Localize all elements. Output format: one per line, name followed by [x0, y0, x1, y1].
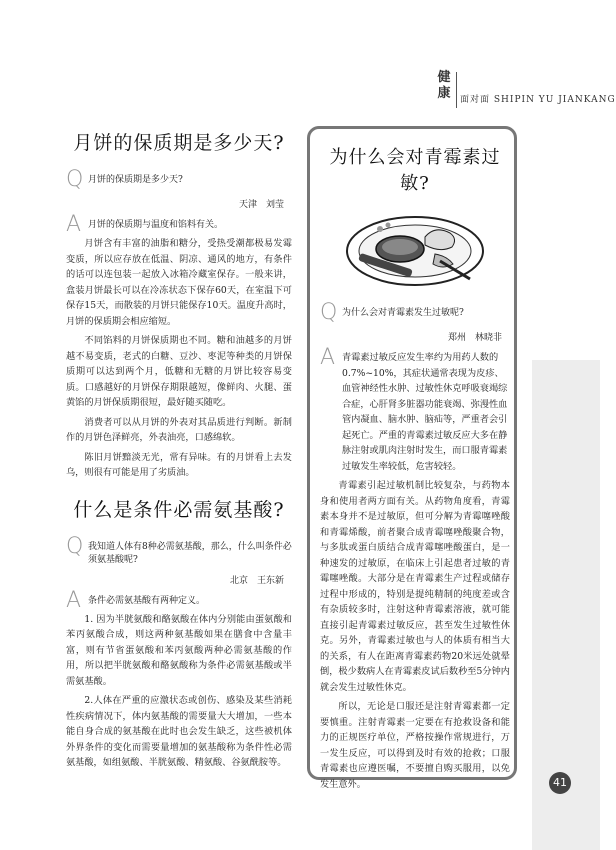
answer-lead: 条件必需氨基酸有两种定义。 — [88, 595, 206, 606]
question-block — [66, 533, 292, 567]
paragraph: 消费者可以从月饼的外表对其品质进行判断。新制作的月饼色泽鲜亮，外表油亮，口感绵软。 — [66, 416, 292, 443]
paragraph: 陈旧月饼黯淡无光，常有异味。有的月饼看上去发乌，则很有可能是用了劣质油。 — [66, 451, 292, 478]
article-title: 月饼的保质期是多少天? — [73, 132, 285, 154]
question-block — [66, 169, 292, 191]
header-section — [460, 92, 616, 105]
q-letter: Q — [66, 167, 84, 192]
dinner-plate-illustration — [340, 199, 490, 294]
paragraph: 所以，无论是口服还是注射青霉素都一定要慎重。注射青霉素一定要在有抢救设备和能力的正规医疗单位，严格按操作常规进行，万一发生反应，可以得到及时有效的抢救；口服青霉素也应遵医嘱，不要擅自购买服用，以免发生意外。 — [320, 701, 510, 790]
header-divider — [456, 72, 457, 108]
page-header — [428, 70, 616, 110]
article-title: 什么是条件必需氨基酸? — [73, 498, 285, 521]
answer-block — [66, 587, 292, 613]
answer-block — [320, 347, 510, 474]
a-letter: A — [66, 212, 82, 237]
byline: 郑州 林晓非 — [447, 333, 502, 343]
paragraph: 青霉素引起过敏机制比较复杂，与药物本身和使用者两方面有关。从药物角度看，青霉素本身并不是过敏原，但可分解为青霉噻唑酸和青霉烯酸，前者聚合成青霉噻唑酸聚合物，与多肽或蛋白质结合成青霉噻唑酸蛋白，是一种速发的过敏原，在临床上引起患者过敏的青霉噻唑酸。大部分是在青霉素生产过程或储存过程中形成的，特别是提纯精制的纯度差或含有杂质较多时，注射这种青霉素溶液，就可能直接引起青霉素过敏反应，甚至发生过敏性休克。另外，青霉素过敏也与人的体质有相当大的关系，有人在距离青霉素药物20米远处就晕倒，极少数病人在青霉素皮试后数秒至5分钟内就会发生过敏性休克。 — [320, 480, 510, 693]
question-text: 我知道人体有8种必需氨基酸，那么，什么叫条件必须氨基酸呢? — [88, 541, 292, 565]
article-title: 为什么会对青霉素过敏? — [329, 147, 501, 194]
article-penicillin-box — [307, 126, 517, 790]
a-letter: A — [66, 587, 82, 613]
answer-lead: 月饼的保质期与温度和馅料有关。 — [88, 220, 224, 230]
question-block — [320, 302, 510, 324]
question-text: 月饼的保质期是多少天? — [88, 175, 183, 185]
header-vertical-title: 健康 — [437, 70, 451, 101]
paragraph: 不同馅料的月饼保质期也不同。糖和油越多的月饼越不易变质，老式的白糖、豆沙、枣泥等种类的月饼保质期可以达到两个月，低糖和无糖的月饼比较容易变质。口感越好的月饼保存期限越短，像鲜肉、火腿、蛋黄馅的月饼保质期很短，最好随买随吃。 — [66, 335, 292, 408]
left-column — [66, 120, 292, 771]
q-letter: Q — [320, 300, 338, 325]
byline: 北京 王东新 — [229, 575, 284, 586]
a-letter: A — [320, 345, 336, 370]
paragraph: 月饼含有丰富的油脂和糖分，受热受潮都极易发霉变质，所以应存放在低温、阴凉、通风的地方，有条件的话可以连包装一起放入冰箱冷藏室保存。一般来讲，盒装月饼最长可以在冷冻状态下保存60天，在室温下可保存15天，而散装的月饼只能保存10天。温度升高时，月饼的保质期会相应缩短。 — [66, 238, 292, 327]
paragraph: 1. 因为半胱氨酸和酪氨酸在体内分别能由蛋氨酸和苯丙氨酸合成，则这两种氨基酸如果在膳食中含量丰富，则有节省蛋氨酸和苯丙氨酸两种必需氨基酸的作用，所以把半胱氨酸和酪氨酸称为条件必需氨基酸或半需氨基酸。 — [66, 613, 292, 687]
q-letter: Q — [66, 533, 84, 559]
article-mooncake — [66, 128, 292, 481]
byline: 天津 刘莹 — [238, 200, 284, 210]
header-section-cn: 面对面 — [460, 95, 491, 105]
paragraph: 2.人体在严重的应激状态或创伤、感染及某些消耗性疾病情况下，体内氨基酸的需要量大大增加，一些本能自身合成的氨基酸在此时也会发生缺乏，这些被机体外界条件的变化而需要量增加的氨基酸称为条件性必需氨基酸，如组氨酸、半胱氨酸、精氨酸、谷氨酰胺等。 — [66, 695, 292, 768]
answer-block — [66, 214, 292, 236]
question-text: 为什么会对青霉素发生过敏呢? — [342, 308, 464, 318]
article-amino-acid — [66, 495, 292, 771]
answer-lead: 青霉素过敏反应发生率约为用药人数的0.7%~10%，其症状通常表现为皮疹、血管神经性水肿、过敏性休克呼吸衰竭综合症，心肝肾多脏器功能衰竭、弥漫性血管内凝血、脑水肿、脑疝等，严重者会引起死亡。严重的青霉素过敏反应大多在静脉注射或肌肉注射时发生，而口服青霉素过敏发生率较低，危害较轻。 — [342, 352, 508, 472]
page-number: 41 — [549, 772, 571, 794]
header-section-latin: SHIPIN YU JIANKANG — [493, 95, 616, 105]
